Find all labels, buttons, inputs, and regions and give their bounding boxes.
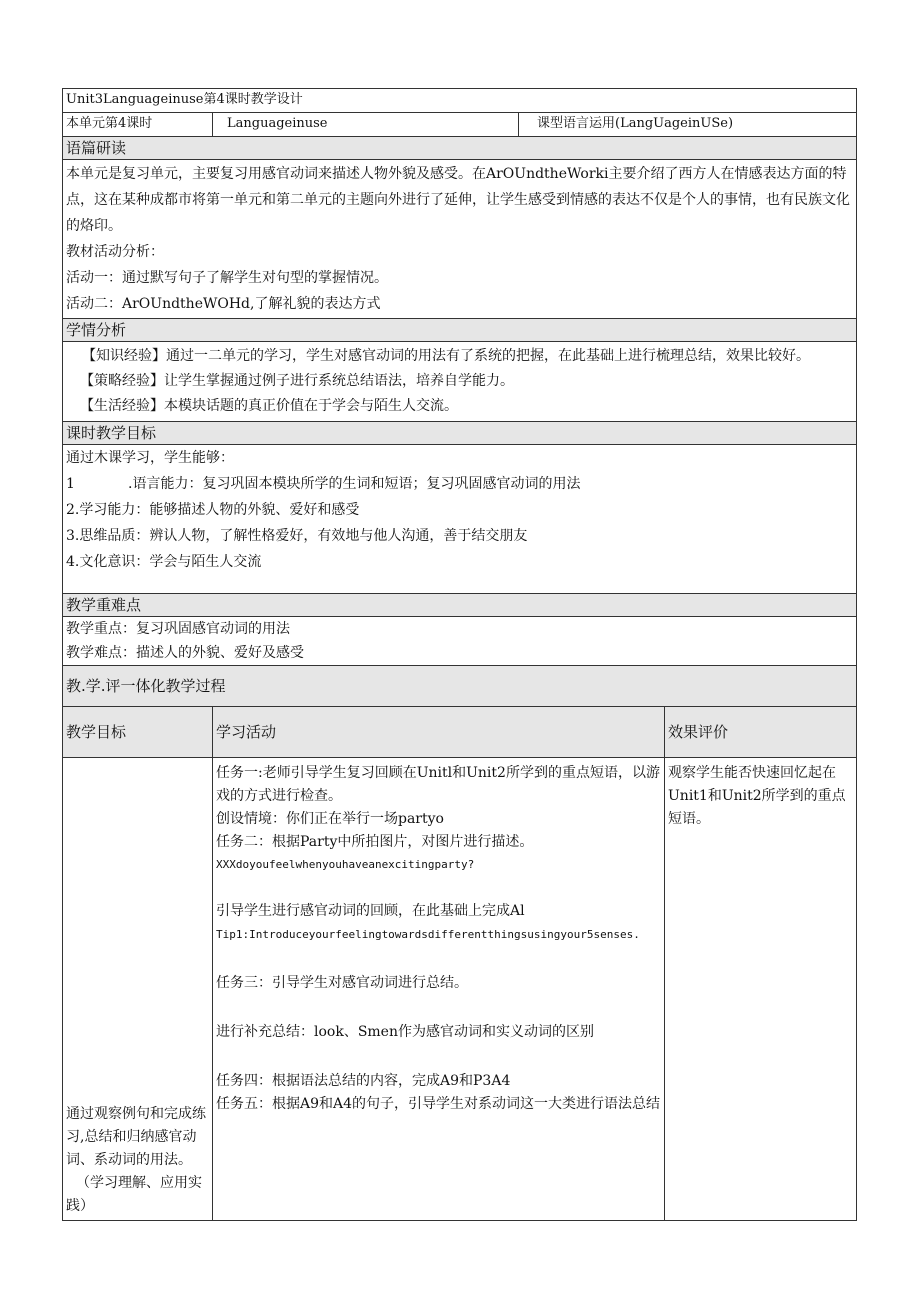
task-one: 任务一:老师引导学生复习回顾在Unitl和Unit2所学到的重点短语，以游戏的方式进行检查。	[216, 765, 660, 804]
process-row	[63, 758, 857, 1221]
process-objective-text: 通过观察例句和完成练习,总结和归纳感官动词、系动词的用法。	[66, 1106, 206, 1168]
student-analysis-header-row	[63, 319, 857, 342]
objective-item-4: 4.文化意识：学会与陌生人交流	[66, 554, 262, 570]
objectives-heading: 课时教学目标	[63, 422, 857, 445]
activity-two: 活动二：ArOUndtheWOHd,了解礼貌的表达方式	[66, 296, 381, 312]
lesson-type: 课型语言运用(LangUageinUSe)	[519, 113, 857, 137]
key-points-body	[63, 617, 857, 666]
task-two: 任务二：根据Party中所拍图片，对图片进行描述。	[216, 834, 534, 850]
meta-row	[63, 113, 857, 137]
key-points-header-row	[63, 594, 857, 617]
text-study-row	[63, 160, 857, 319]
lesson-number: 本单元第4课时	[63, 113, 213, 137]
student-analysis-row	[63, 342, 857, 422]
objective-item-1-text: .语言能力：复习巩固本模块所学的生词和短语；复习巩固感官动词的用法	[128, 476, 581, 492]
task-four: 任务四：根据语法总结的内容，完成A9和P3A4	[216, 1073, 511, 1089]
objective-item-3: 3.思维品质：辨认人物，了解性格爱好，有效地与他人沟通，善于结交朋友	[66, 528, 528, 544]
objective-item-1	[66, 471, 853, 497]
task-five: 任务五：根据A9和A4的句子，引导学生对系动词这一大类进行语法总结	[216, 1096, 661, 1112]
column-header-objectives: 教学目标	[63, 707, 213, 758]
process-activities-cell	[213, 758, 665, 1221]
objectives-body	[63, 445, 857, 594]
tip-one: Tip1:Introduceyourfeelingtowardsdifferentthingsusingyour5senses.	[216, 928, 640, 941]
objectives-intro: 通过木课学习，学生能够：	[66, 450, 234, 466]
process-objective-cell	[63, 758, 213, 1221]
student-analysis-heading: 学情分析	[63, 319, 857, 342]
supplement-summary: 进行补充总结：look、Smen作为感官动词和实义动词的区别	[216, 1024, 594, 1040]
teaching-difficult-point: 教学难点：描述人的外貌、爱好及感受	[66, 645, 304, 661]
objectives-header-row	[63, 422, 857, 445]
process-objective-note: （学习理解、应用实践）	[66, 1175, 202, 1214]
column-header-activities: 学习活动	[213, 707, 665, 758]
analysis-label: 教材活动分析：	[66, 244, 164, 260]
document-title: Unit3Languageinuse第4课时教学设计	[63, 89, 857, 113]
strategy-experience: 【策略经验】让学生掌握通过例子进行系统总结语法，培养自学能力。	[80, 373, 514, 389]
text-study-header-row	[63, 137, 857, 160]
teaching-key-point: 教学重点：复习巩固感官动词的用法	[66, 621, 290, 637]
process-evaluation-cell	[665, 758, 857, 1221]
situation: 创设情境：你们正在举行一场partyo	[216, 811, 444, 827]
lesson-plan-table	[62, 88, 857, 1221]
process-heading: 教.学.评一体化教学过程	[63, 666, 857, 707]
process-header-row	[63, 666, 857, 707]
activity-one: 活动一：通过默写句子了解学生对句型的掌握情况。	[66, 270, 388, 286]
key-points-heading: 教学重难点	[63, 594, 857, 617]
objective-item-2: 2.学习能力：能够描述人物的外貌、爱好和感受	[66, 502, 360, 518]
text-study-body	[63, 160, 857, 319]
life-experience: 【生活经验】本模块话题的真正价值在于学会与陌生人交流。	[80, 398, 458, 414]
title-row	[63, 89, 857, 113]
text-study-heading: 语篇研读	[63, 137, 857, 160]
objective-item-1-number: 1	[66, 476, 75, 492]
lesson-topic: Languageinuse	[213, 113, 519, 137]
lesson-plan-document	[62, 88, 856, 1221]
key-points-row	[63, 617, 857, 666]
evaluation-text: 观察学生能否快速回忆起在Unit1和Unit2所学到的重点短语。	[668, 765, 846, 827]
process-column-headers	[63, 707, 857, 758]
student-analysis-body	[63, 342, 857, 422]
question-one: XXXdoyoufeelwhenyouhaveanexcitingparty?	[216, 858, 475, 871]
objectives-row	[63, 445, 857, 594]
task-three: 任务三：引导学生对感官动词进行总结。	[216, 975, 468, 991]
guide-sentence: 引导学生进行感官动词的回顾，在此基础上完成Al	[216, 903, 525, 919]
knowledge-experience: 【知识经验】通过一二单元的学习，学生对感官动词的用法有了系统的把握，在此基础上进行梳理总结，效果比较好。	[82, 348, 810, 364]
text-study-paragraph: 本单元是复习单元，主要复习用感官动词来描述人物外貌及感受。在ArOUndtheWorki主要介绍了西方人在情感表达方面的特点，这在某种成都市将第一单元和第二单元的主题向外进行了延伸，让学生感受到情感的表达不仅是个人的事情，也有民族文化的烙印。	[66, 166, 850, 234]
column-header-evaluation: 效果评价	[665, 707, 857, 758]
